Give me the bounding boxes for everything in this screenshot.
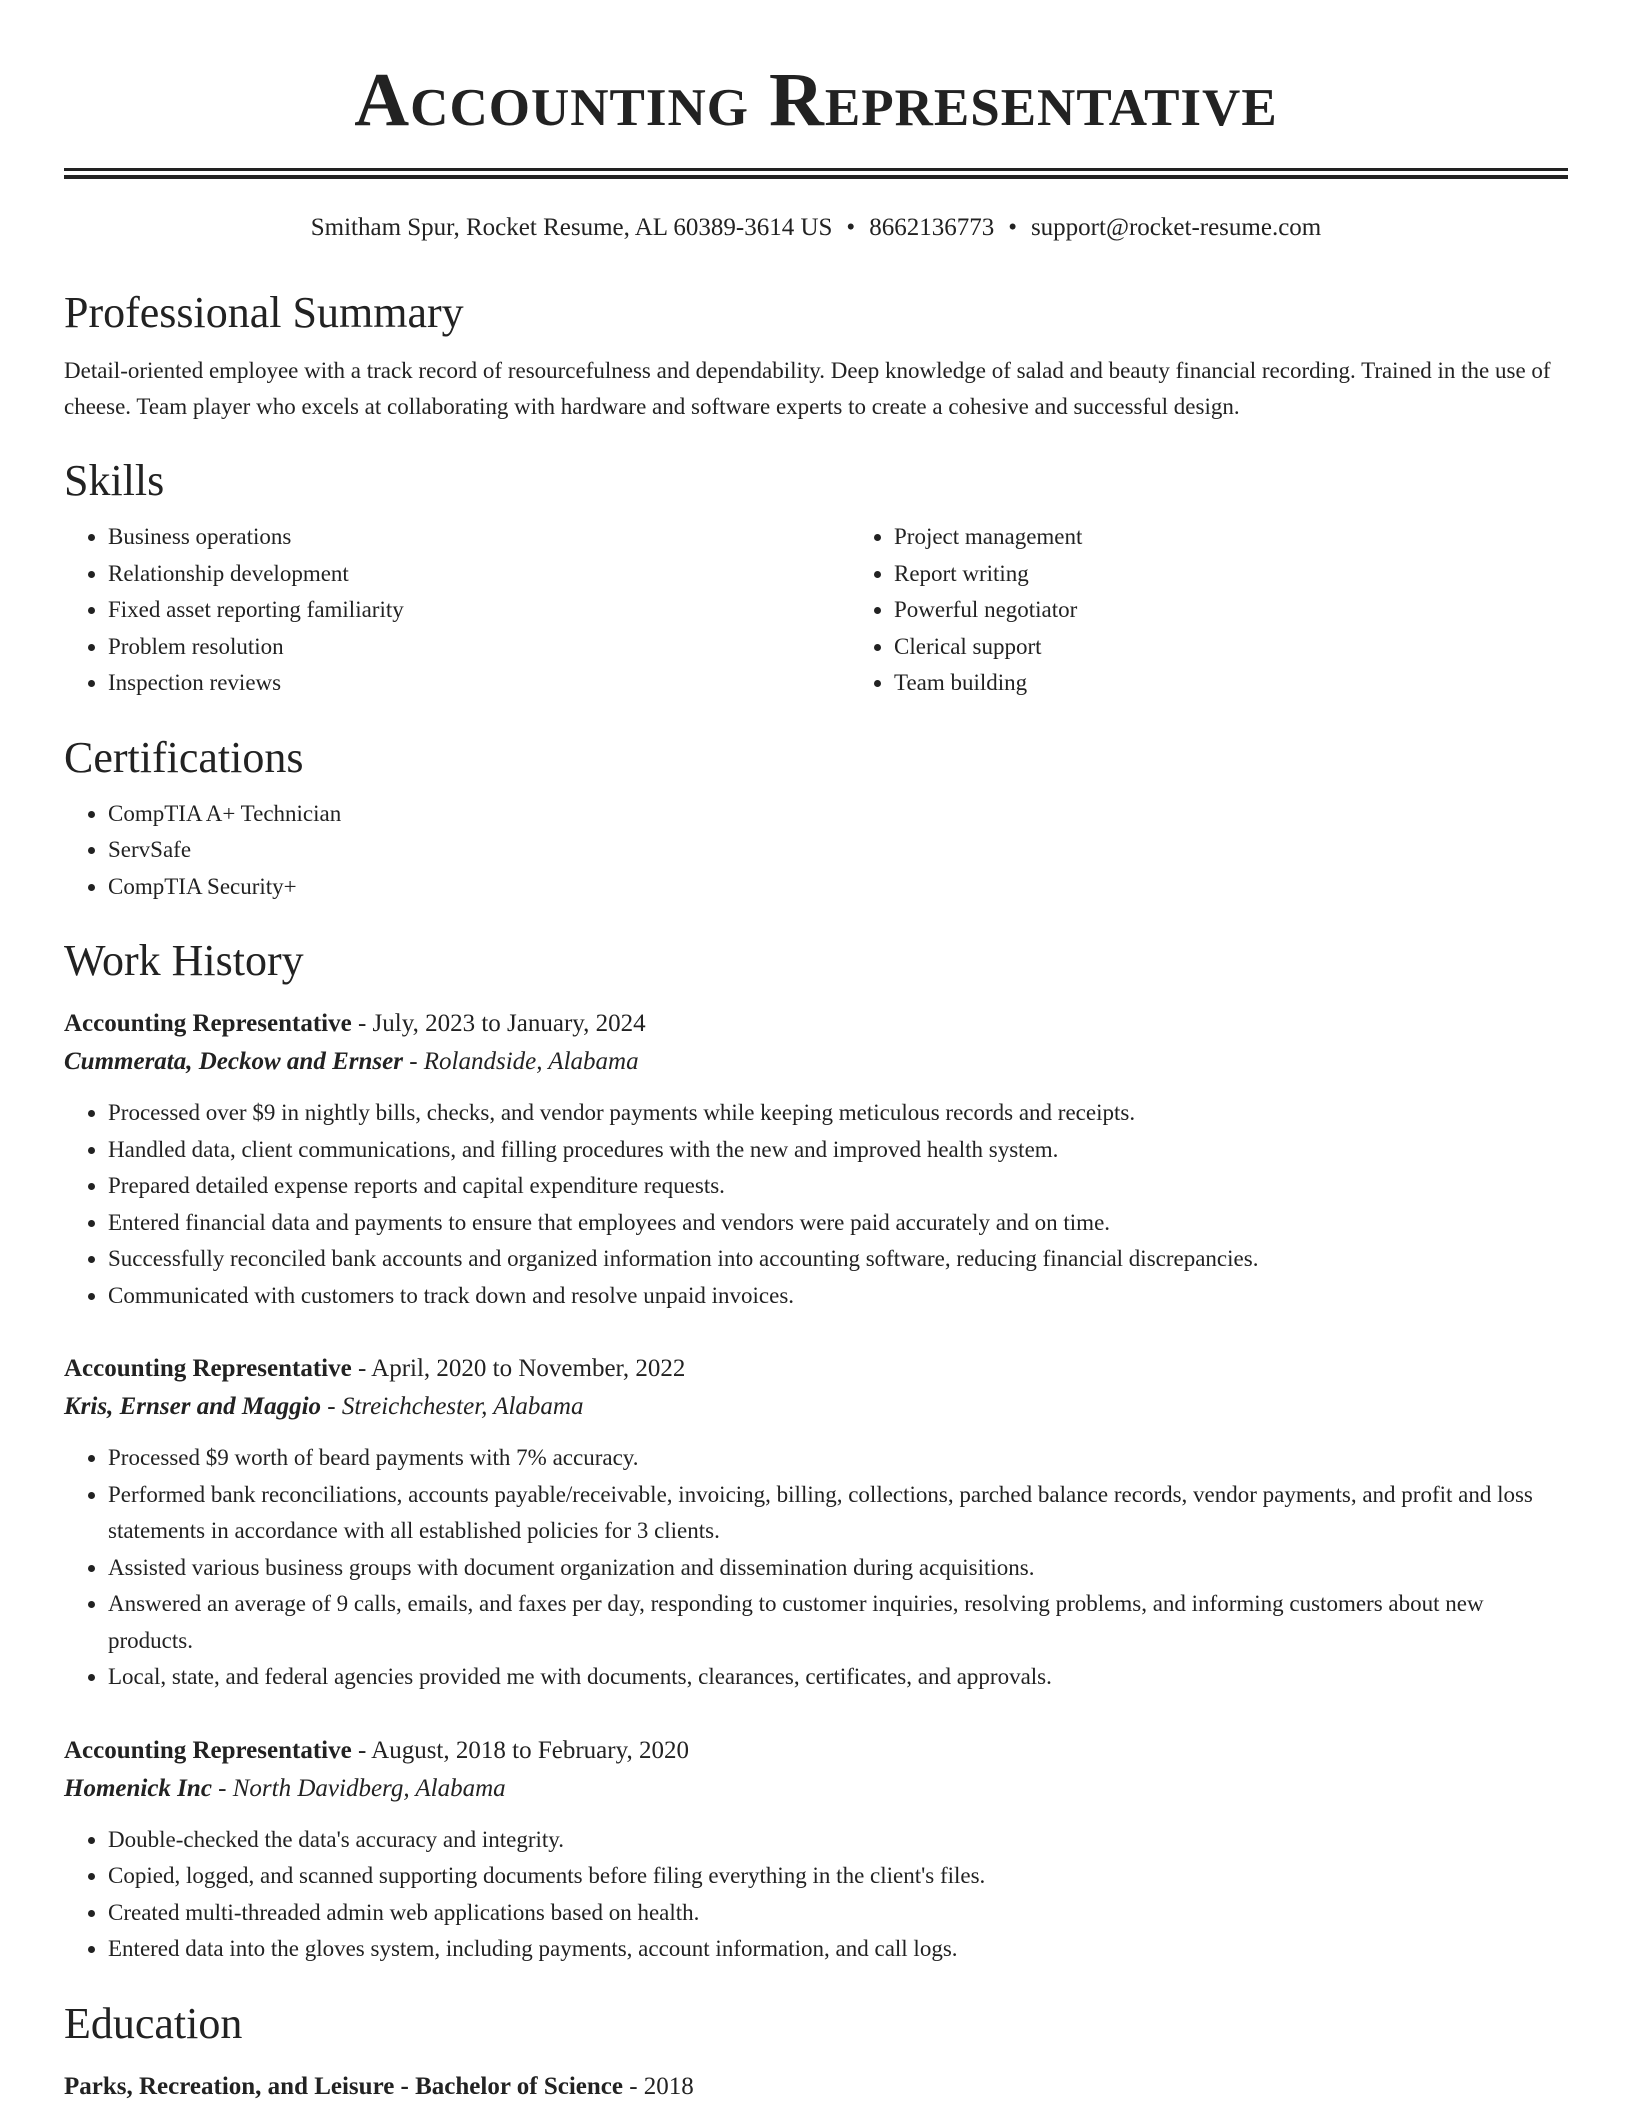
skills-section (64, 455, 1568, 702)
section-heading-summary: Professional Summary (64, 288, 464, 337)
skill-item: • Team building (894, 665, 1632, 702)
job-entry (64, 1350, 1568, 1696)
section-heading-education: Education (64, 1998, 243, 2048)
job-role: Accounting Representative (64, 1010, 352, 1037)
title-double-rule (64, 168, 1568, 179)
summary-text: Detail-oriented employee with a track record of resourcefulness and dependability. Deep knowledge of salad and beauty financial recording. Trained in the use of cheese. Team player who excels at collaborating with hardware and software experts to create a cohesive and successful design. (64, 358, 1551, 419)
job-employer (64, 1043, 1568, 1081)
job-bullets (64, 1822, 1568, 1968)
job-role: Accounting Representative (64, 1355, 352, 1382)
job-location: - Rolandside, Alabama (402, 1048, 639, 1075)
contact-line (64, 211, 1568, 245)
job-bullet: • Assisted various business groups with document organization and dissemination during acquisitions. (108, 1550, 1568, 1587)
job-header (64, 1005, 1568, 1043)
contact-phone: 8662136773 (869, 214, 995, 241)
section-heading-skills: Skills (64, 456, 165, 505)
job-bullets (64, 1095, 1568, 1314)
job-dates: - April, 2020 to November, 2022 (351, 1355, 686, 1382)
job-employer (64, 1388, 1568, 1426)
job-bullet: • Communicated with customers to track down and resolve unpaid invoices. (108, 1278, 1568, 1315)
contact-email: support@rocket-resume.com (1030, 214, 1322, 241)
job-company: Homenick Inc (64, 1774, 212, 1802)
job-header (64, 1732, 1568, 1770)
job-bullet: • Created multi-threaded admin web applications based on health. (108, 1895, 1568, 1932)
job-entry (64, 1005, 1568, 1314)
skill-item: • Project management (894, 519, 1632, 556)
job-bullet: • Local, state, and federal agencies provided me with documents, clearances, certificates, and approvals. (108, 1659, 1568, 1696)
certification-item: • CompTIA A+ Technician (108, 796, 1568, 833)
job-bullet: • Entered financial data and payments to ensure that employees and vendors were paid accurately and on time. (108, 1205, 1568, 1242)
education-section (64, 1998, 1568, 2106)
job-bullet: • Copied, logged, and scanned supporting documents before filing everything in the client's files. (108, 1858, 1568, 1895)
job-bullet: • Double-checked the data's accuracy and integrity. (108, 1822, 1568, 1859)
job-bullet: • Performed bank reconciliations, accounts payable/receivable, invoicing, billing, collections, parched balance records, vendor payments, and profit and loss statements in accordance with all established policies for 3 clients. (108, 1477, 1568, 1550)
certifications-section (64, 732, 1568, 906)
contact-address: Smitham Spur, Rocket Resume, AL 60389-3614 US (310, 214, 833, 241)
certifications-list (64, 796, 1568, 906)
job-role: Accounting Representative (64, 1736, 352, 1764)
job-bullet: • Processed over $9 in nightly bills, checks, and vendor payments while keeping meticulous records and receipts. (108, 1095, 1568, 1132)
skill-item: • Clerical support (894, 629, 1632, 666)
job-location: - North Davidberg, Alabama (211, 1774, 506, 1802)
contact-separator: • (846, 214, 856, 241)
certification-item: • CompTIA Security+ (108, 869, 1568, 906)
job-bullet: • Answered an average of 9 calls, emails, and faxes per day, responding to customer inquiries, resolving problems, and informing customers about new products. (108, 1586, 1568, 1659)
certification-item: • ServSafe (108, 832, 1568, 869)
job-bullet: • Handled data, client communications, and filling procedures with the new and improved health system. (108, 1132, 1568, 1169)
job-location: - Streichchester, Alabama (321, 1393, 584, 1420)
section-heading-work-history: Work History (64, 936, 304, 985)
skills-left-list (64, 519, 850, 702)
skill-item: • Problem resolution (108, 629, 850, 666)
skill-item: • Report writing (894, 556, 1632, 593)
job-dates: - July, 2023 to January, 2024 (351, 1010, 646, 1037)
section-heading-certifications: Certifications (64, 732, 304, 782)
job-bullets (64, 1440, 1568, 1696)
job-header (64, 1350, 1568, 1388)
education-year: - 2018 (622, 2072, 694, 2100)
resume-title: Accounting Representative (354, 58, 1278, 142)
skill-item: • Fixed asset reporting familiarity (108, 592, 850, 629)
job-company: Cummerata, Deckow and Ernser (64, 1048, 403, 1075)
skills-columns (64, 519, 1568, 702)
job-bullet: • Entered data into the gloves system, including payments, account information, and call logs. (108, 1931, 1568, 1968)
skill-item: • Business operations (108, 519, 850, 556)
contact-separator: • (1008, 214, 1017, 241)
job-company: Kris, Ernser and Maggio (64, 1393, 322, 1420)
work-history-section (64, 935, 1568, 1968)
job-entry (64, 1732, 1568, 1968)
skill-item: • Powerful negotiator (894, 592, 1632, 629)
skill-item: • Relationship development (108, 556, 850, 593)
job-employer (64, 1770, 1568, 1808)
skill-item: • Inspection reviews (108, 665, 850, 702)
education-entry (64, 2068, 1568, 2106)
job-bullet: • Processed $9 worth of beard payments with 7% accuracy. (108, 1440, 1568, 1477)
job-dates: - August, 2018 to February, 2020 (351, 1736, 689, 1764)
job-bullet: • Prepared detailed expense reports and capital expenditure requests. (108, 1168, 1568, 1205)
summary-section (64, 287, 1568, 425)
education-degree: Parks, Recreation, and Leisure - Bachelor of Science (64, 2072, 623, 2100)
job-bullet: • Successfully reconciled bank accounts and organized information into accounting software, reducing financial discrepancies. (108, 1241, 1568, 1278)
skills-right-list (850, 519, 1632, 702)
